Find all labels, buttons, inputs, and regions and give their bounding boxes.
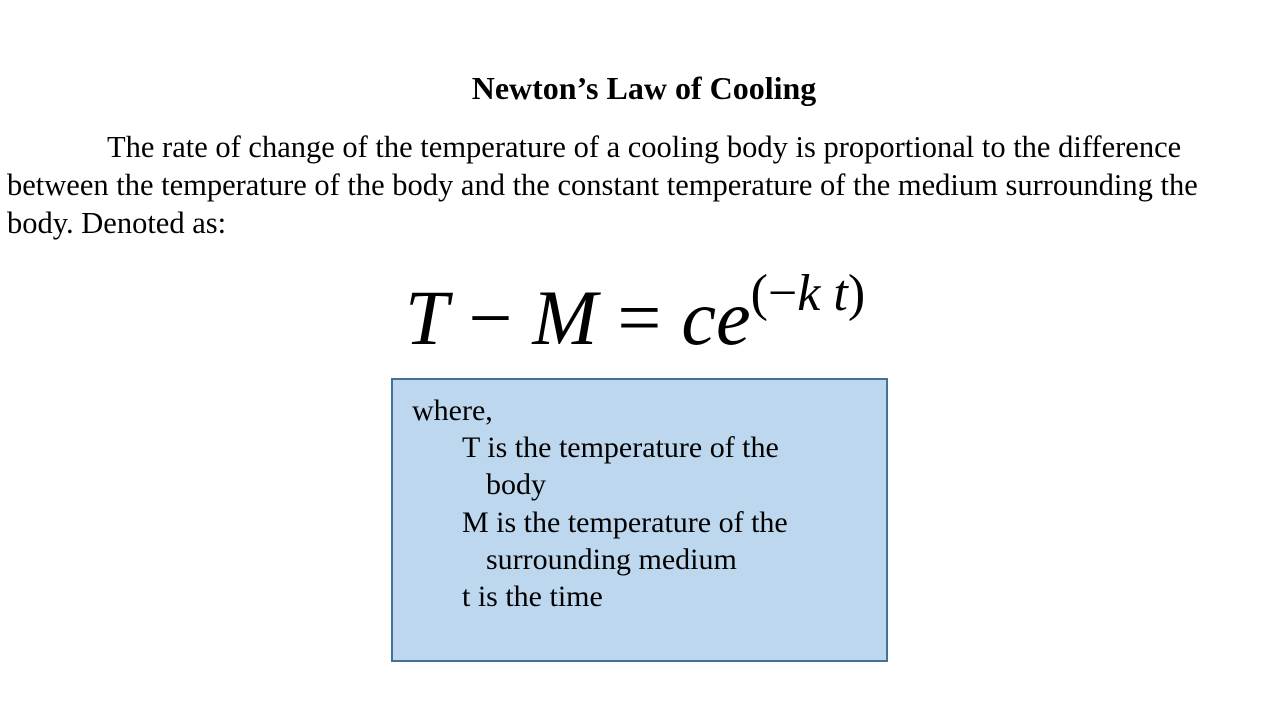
exponent-t: t xyxy=(833,265,848,322)
exponent-k: k xyxy=(797,265,821,322)
formula-minus: − xyxy=(468,274,513,361)
definition-line: t is the time xyxy=(462,580,603,613)
formula-var-m: M xyxy=(532,274,598,361)
cooling-formula xyxy=(405,265,866,368)
definition-line: surrounding medium xyxy=(486,543,737,576)
definitions-intro: where, xyxy=(412,394,493,427)
law-description: The rate of change of the temperature of a cooling body is proportional to the difference between the temperature of the body and the constant temperature of the medium surrounding the body. Denoted as: xyxy=(7,130,1198,240)
formula-equals: = xyxy=(617,274,662,361)
formula-const-c: c xyxy=(681,274,716,361)
definition-line: body xyxy=(486,468,546,501)
exponent-open: (− xyxy=(750,265,798,322)
formula-euler-e: e xyxy=(716,274,751,361)
definitions-box xyxy=(391,378,888,662)
definition-line: M is the temperature of the xyxy=(462,506,788,539)
definition-line: T is the temperature of the xyxy=(462,431,779,464)
exponent-close: ) xyxy=(847,265,866,322)
page-title: Newton’s Law of Cooling xyxy=(471,70,817,106)
formula-var-t: T xyxy=(405,274,449,361)
formula-exponent xyxy=(751,265,866,322)
